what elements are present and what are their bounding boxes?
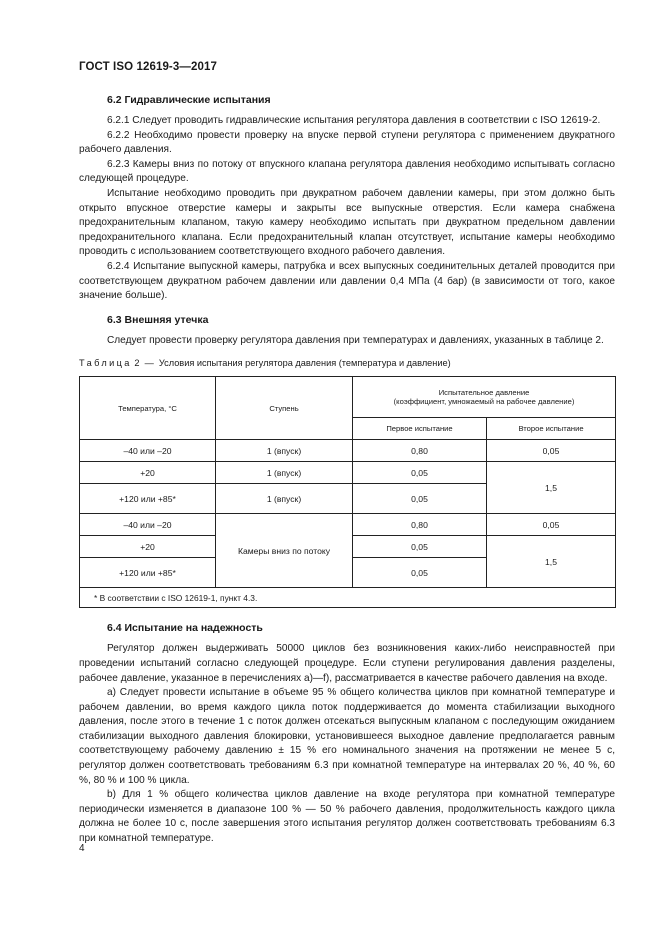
paragraph-6-2-2: 6.2.2 Необходимо провести проверку на впуске первой ступени регулятора с применением двукратного рабочего давления. xyxy=(79,129,615,156)
cell-second: 0,05 xyxy=(487,514,616,536)
section-6-2-heading: 6.2 Гидравлические испытания xyxy=(107,94,271,106)
cell-stage: 1 (впуск) xyxy=(216,484,353,514)
table-caption-dash: — xyxy=(144,358,154,369)
cell-temp: –40 или –20 xyxy=(80,514,216,536)
paragraph-6-4: Регулятор должен выдерживать 50000 циклов без возникновения каких-либо неисправностей при проведении испытаний согласно следующей процедуре. Если ступени регулирования давления разделены, рабочее давление, указанное в перечислениях а)—f), рассматривается в качестве рабочего давления на входе. xyxy=(79,643,615,684)
header-second-test: Второе испытание xyxy=(487,418,616,440)
section-6-3-heading: 6.3 Внешняя утечка xyxy=(107,313,209,326)
table-2 xyxy=(79,376,616,608)
document-header: ГОСТ ISO 12619-3—2017 xyxy=(79,61,217,73)
cell-second: 0,05 xyxy=(487,440,616,462)
table-row xyxy=(80,440,616,462)
header-test-pressure xyxy=(353,377,616,418)
cell-temp: –40 или –20 xyxy=(80,440,216,462)
cell-first: 0,05 xyxy=(353,558,487,588)
cell-temp: +120 или +85* xyxy=(80,484,216,514)
paragraph-6-2-1: 6.2.1 Следует проводить гидравлические испытания регулятора давления в соответствии с ISO 12619-2. xyxy=(107,115,601,126)
paragraph-6-2-3: 6.2.3 Камеры вниз по потоку от впускного клапана регулятора давления необходимо испытывать согласно следующей процедуре. xyxy=(79,158,615,185)
cell-second: 1,5 xyxy=(487,536,616,588)
cell-temp: +20 xyxy=(80,536,216,558)
paragraph-6-4-b: b) Для 1 % общего количества циклов давление на входе регулятора при комнатной температуре периодически изменяется в диапазоне 100 % — 50 % рабочего давления, продолжительность каждого цикла должна не более 10 с, после завершения этого испытания регулятор должен соответствовать требованиям 6.3 при комнатной температуре. xyxy=(79,789,615,845)
cell-second: 1,5 xyxy=(487,462,616,514)
table-row xyxy=(80,462,616,484)
header-stage: Ступень xyxy=(216,377,353,440)
cell-stage: 1 (впуск) xyxy=(216,440,353,462)
page-number: 4 xyxy=(79,843,85,854)
paragraph-6-2-3-procedure: Испытание необходимо проводить при двукратном рабочем давлении камеры, при этом должно быть открыто впускное отверстие камеры и закрыты все выпускные отверстия. Если камера снабжена предохранительным клапаном, такую камеру необходимо испытать при двукратном предельном давлении предохранительного клапана. Если предохранительный клапан отсутствует, испытание камеры необходимо проводить с использованием соответствующего входного рабочего давления. xyxy=(79,187,615,258)
cell-first: 0,05 xyxy=(353,462,487,484)
cell-first: 0,80 xyxy=(353,440,487,462)
cell-first: 0,05 xyxy=(353,484,487,514)
header-first-test: Первое испытание xyxy=(353,418,487,440)
cell-temp: +120 или +85* xyxy=(80,558,216,588)
paragraph-6-3: Следует провести проверку регулятора давления при температурах и давлениях, указанных в таблице 2. xyxy=(107,334,604,346)
table-caption-text: Условия испытания регулятора давления (температура и давление) xyxy=(158,358,451,369)
cell-first: 0,05 xyxy=(353,536,487,558)
section-6-4-heading: 6.4 Испытание на надежность xyxy=(107,622,263,635)
table-footnote: * В соответствии с ISO 12619-1, пункт 4.3. xyxy=(80,588,616,608)
paragraph-6-2-4: 6.2.4 Испытание выпускной камеры, патрубка и всех выпускных соединительных деталей проводится при соответствующем двукратном рабочем давлении или давлении 0,4 МПа (4 бар) (в зависимости от того, какое значение больше). xyxy=(79,260,615,302)
header-test-pressure-subtitle: (коэффициент, умножаемый на рабочее давление) xyxy=(393,397,575,407)
cell-stage: Камеры вниз по потоку xyxy=(216,514,353,588)
cell-stage: 1 (впуск) xyxy=(216,462,353,484)
document-body xyxy=(79,93,615,847)
table-row xyxy=(80,514,616,536)
cell-temp: +20 xyxy=(80,462,216,484)
table-caption-label: Таблица xyxy=(79,358,132,369)
header-test-pressure-title: Испытательное давление xyxy=(438,388,530,398)
table-caption xyxy=(79,357,615,370)
cell-first: 0,80 xyxy=(353,514,487,536)
paragraph-6-4-a: a) Следует провести испытание в объеме 95 % общего количества циклов при комнатной температуре и рабочем давлении, во время каждого цикла поток поддерживается до момента стабилизации выходного давления, после этого в течение 1 с поток должен отсекаться выпускным клапаном с последующим ожиданием стабилизации выходного давления блокировки, установившееся выходное давление предполагается равным соответствующему рабочему давлению ± 15 % его номинального значения на протяжении не менее 5 с, регулятор должен соответствовать требованиям 6.3 при комнатной температуре на интервалах 20 %, 40 %, 60 %, 80 % и 100 % цикла. xyxy=(79,687,615,786)
table-caption-number: 2 xyxy=(134,358,140,369)
header-temperature: Температура, °С xyxy=(80,377,216,440)
